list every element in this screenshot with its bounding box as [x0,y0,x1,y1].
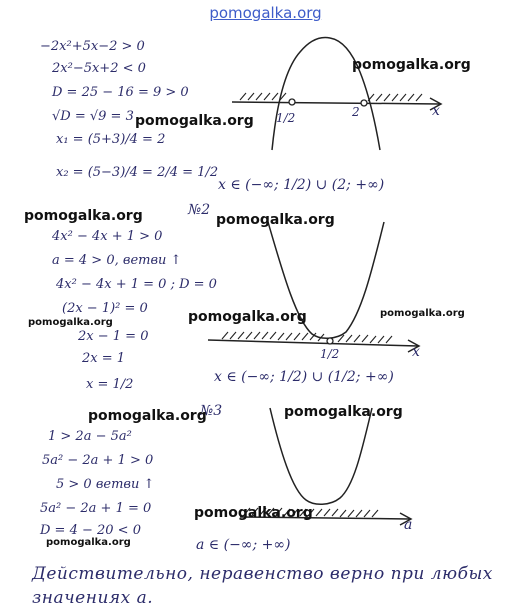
watermark-4: pomogalka.org [216,212,335,228]
watermark-10: pomogalka.org [194,505,313,521]
watermark-2: pomogalka.org [135,113,254,129]
watermark-7: pomogalka.org [28,317,113,328]
p1-line-1: −2x²+5x−2 > 0 [40,39,145,54]
p3-line-2: 5a² − 2a + 1 > 0 [42,453,154,468]
graph-2-root-point [327,338,333,344]
p2-line-1: 4x² − 4x + 1 > 0 [52,229,163,244]
watermark-1: pomogalka.org [352,57,471,73]
p2-line-5: 2x − 1 = 0 [78,329,149,344]
p1-answer: x ∈ (−∞; 1/2) ∪ (2; +∞) [218,177,385,193]
watermark-9: pomogalka.org [284,404,403,420]
p1-line-4: √D = √9 = 3 [52,109,134,124]
p3-line-1: 1 > 2a − 5a² [48,429,132,444]
graph-2-root-label: 1/2 [320,347,340,361]
p2-line-7: x = 1/2 [86,377,134,392]
graph-1-x-axis [232,102,440,104]
graph-2-hatching-right [338,335,392,343]
graph-2 [208,222,419,352]
p1-line-2: 2x²−5x+2 < 0 [52,61,146,76]
p1-line-5: x₁ = (5+3)/4 = 2 [56,132,166,147]
p3-line-5: D = 4 − 20 < 0 [40,523,141,538]
p2-line-4: (2x − 1)² = 0 [62,301,148,316]
graph-1-axis-label: x [432,103,440,119]
watermark-8: pomogalka.org [88,408,207,424]
graph-1 [232,38,441,150]
watermark-3: pomogalka.org [24,208,143,224]
watermark-11: pomogalka.org [46,537,131,548]
site-header-link[interactable]: pomogalka.org [209,4,322,22]
p2-line-6: 2x = 1 [82,351,126,366]
watermark-6: pomogalka.org [380,308,465,319]
p3-line-3: 5 > 0 ветви ↑ [56,477,155,492]
p1-line-6: x₂ = (5−3)/4 = 2/4 = 1/2 [56,165,219,180]
p1-line-3: D = 25 − 16 = 9 > 0 [52,85,189,100]
p3-conclusion-line-2: значениях а. [32,588,154,608]
graph-2-hatching-left [222,332,324,341]
p3-conclusion-line-1: Действительно, неравенство верно при любых [32,564,493,584]
graph-1-root-left-label: 1/2 [276,111,296,125]
p3-answer: a ∈ (−∞; +∞) [196,537,291,553]
p2-line-2: a = 4 > 0, ветви ↑ [52,253,182,268]
graph-2-axis-label: x [412,344,420,360]
p3-line-4: 5a² − 2a + 1 = 0 [40,501,152,516]
p3-number: №3 [200,403,223,419]
graph-3-axis-label: a [404,517,413,533]
graph-1-hatching-left [240,93,286,100]
graph-1-root-right-label: 2 [352,105,360,119]
graph-1-root-right-point [361,100,367,106]
graph-3-parabola [270,408,372,504]
graph-1-parabola [272,38,380,150]
p2-answer: x ∈ (−∞; 1/2) ∪ (1/2; +∞) [214,369,394,385]
graph-1-hatching-right [368,94,422,101]
p2-line-3: 4x² − 4x + 1 = 0 ; D = 0 [56,277,217,292]
p2-number: №2 [188,202,211,218]
watermark-5: pomogalka.org [188,309,307,325]
graph-1-root-left-point [289,99,295,105]
